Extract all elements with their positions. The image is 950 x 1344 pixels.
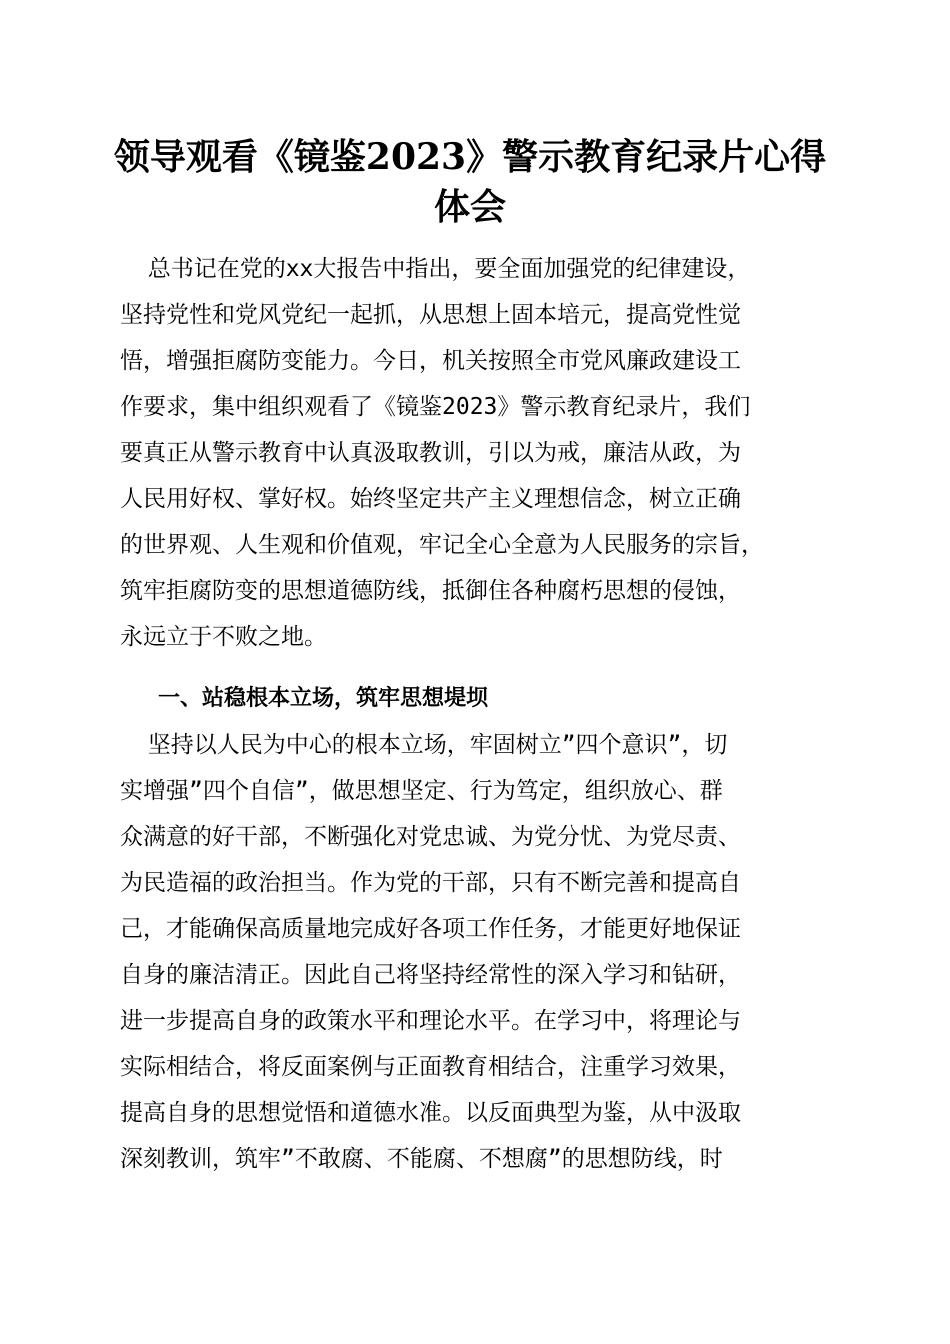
text-line: 深刻教训，筑牢”不敢腐、不能腐、不想腐”的思想防线，时: [120, 1146, 723, 1172]
text-line: 己，才能确保高质量地完成好各项工作任务，才能更好地保证: [120, 916, 741, 942]
text-line: 作要求，集中组织观看了《镜鉴2023》警示教育纪录片，我们: [120, 394, 751, 420]
title-line-1: 领导观看《镜鉴2023》警示教育纪录片心得: [113, 136, 827, 178]
paragraph-intro: [120, 246, 840, 660]
text-line: 实增强”四个自信”，做思想坚定、行为笃定，组织放心、群: [120, 778, 723, 804]
text-line: 要真正从警示教育中认真汲取教训，引以为戒，廉洁从政，为: [120, 440, 741, 466]
text-line: 为民造福的政治担当。作为党的干部，只有不断完善和提高自: [120, 870, 741, 896]
text-line: 众满意的好干部，不断强化对党忠诚、为党分忧、为党尽责、: [120, 824, 741, 850]
text-line: 悟，增强拒腐防变能力。今日，机关按照全市党风廉政建设工: [120, 348, 741, 374]
text-line: 的世界观、人生观和价值观，牢记全心全意为人民服务的宗旨，: [120, 532, 764, 558]
document-title: [100, 132, 840, 232]
section-heading-1: 一、站稳根本立场，筑牢思想堤坝: [158, 686, 489, 711]
text-line: 提高自身的思想觉悟和道德水准。以反面典型为鉴，从中汲取: [120, 1100, 741, 1126]
text-line: 坚持以人民为中心的根本立场，牢固树立”四个意识”，切: [120, 732, 728, 758]
paragraph-section-1: [120, 722, 840, 1182]
text-line: 总书记在党的xx大报告中指出，要全面加强党的纪律建设，: [120, 256, 751, 282]
text-line: 筑牢拒腐防变的思想道德防线，抵御住各种腐朽思想的侵蚀，: [120, 578, 741, 604]
text-line: 自身的廉洁清正。因此自己将坚持经常性的深入学习和钻研，: [120, 962, 741, 988]
text-line: 实际相结合，将反面案例与正面教育相结合，注重学习效果，: [120, 1054, 741, 1080]
text-line: 进一步提高自身的政策水平和理论水平。在学习中，将理论与: [120, 1008, 741, 1034]
text-line: 永远立于不败之地。: [120, 624, 327, 650]
title-line-2: 体会: [433, 186, 506, 228]
text-line: 坚持党性和党风党纪一起抓，从思想上固本培元，提高党性觉: [120, 302, 741, 328]
text-line: 人民用好权、掌好权。始终坚定共产主义理想信念，树立正确: [120, 486, 741, 512]
